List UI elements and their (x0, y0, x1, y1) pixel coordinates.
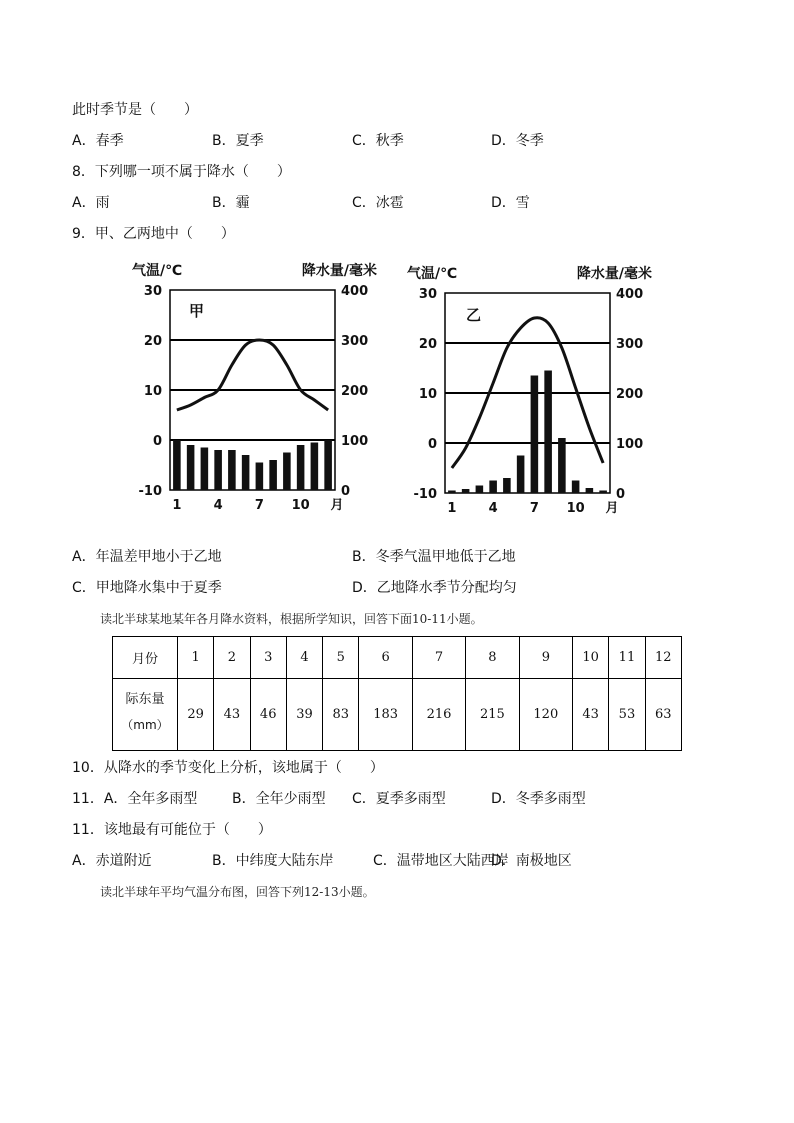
table-cell-rainfall: 216 (412, 679, 465, 751)
temperature-axis-label: 气温/℃ (407, 266, 458, 282)
table-cell-month: 12 (645, 637, 681, 679)
table-cell-rainfall: 43 (214, 679, 250, 751)
question-9-stem: 9．甲、乙两地中（ ） (72, 226, 235, 242)
precipitation-bar (476, 486, 484, 494)
month-tick-label: 4 (213, 498, 223, 513)
precipitation-tick-label: 300 (616, 337, 644, 352)
precipitation-tick-label: 100 (341, 434, 369, 449)
month-tick-label: 1 (172, 498, 182, 513)
table-cell-rainfall: 39 (286, 679, 322, 751)
question-10-stem: 10．从降水的季节变化上分析，该地属于（ ） (72, 760, 384, 776)
table-cell-rainfall: 29 (178, 679, 214, 751)
temperature-axis-label: 气温/℃ (132, 263, 183, 279)
precipitation-bar (256, 463, 264, 491)
month-tick-label: 10 (291, 498, 310, 513)
option-a[interactable]: A．雨 (72, 195, 110, 211)
temperature-tick-label: 20 (418, 337, 437, 352)
precipitation-tick-label: 400 (341, 284, 369, 299)
option-b[interactable]: B．夏季 (212, 133, 264, 149)
precipitation-tick-label: 200 (341, 384, 369, 399)
option-b[interactable]: B．全年少雨型 (232, 791, 326, 807)
table-cell-month: 3 (250, 637, 286, 679)
table-cell-month: 8 (466, 637, 519, 679)
question-season-stem: 此时季节是（ ） (72, 102, 198, 118)
precipitation-bar (242, 455, 250, 490)
rainfall-table (112, 636, 682, 751)
precipitation-bar (448, 491, 456, 494)
climate-chart-jia (125, 255, 385, 525)
instruction-note: 读北半球某地某年各月降水资料，根据所学知识，回答下面10-11小题。 (100, 612, 483, 626)
option-b[interactable]: B．中纬度大陆东岸 (212, 853, 334, 869)
month-tick-label: 月 (330, 498, 344, 513)
precipitation-bar (489, 481, 497, 494)
table-cell-rainfall: 83 (323, 679, 359, 751)
table-header-rainfall (113, 679, 178, 751)
precipitation-tick-label: 0 (341, 484, 351, 499)
month-tick-label: 4 (488, 501, 498, 516)
precipitation-axis-label: 降水量/毫米 (301, 263, 377, 279)
temperature-tick-label: 0 (427, 437, 437, 452)
option-c[interactable]: C．秋季 (352, 133, 404, 149)
option-c[interactable]: C．温带地区大陆西岸 (373, 853, 509, 869)
precipitation-tick-label: 0 (616, 487, 626, 502)
precipitation-tick-label: 300 (341, 334, 369, 349)
table-cell-rainfall: 43 (573, 679, 609, 751)
precipitation-bar (228, 450, 236, 490)
table-cell-month: 11 (609, 637, 645, 679)
precipitation-bar (531, 376, 539, 494)
month-tick-label: 10 (566, 501, 585, 516)
table-cell-month: 2 (214, 637, 250, 679)
month-tick-label: 1 (447, 501, 457, 516)
option-d[interactable]: D．南极地区 (491, 853, 572, 869)
table-cell-rainfall: 46 (250, 679, 286, 751)
precipitation-bar (297, 445, 305, 490)
precipitation-bar (324, 440, 332, 490)
precipitation-tick-label: 200 (616, 387, 644, 402)
option-a[interactable]: A．年温差甲地小于乙地 (72, 549, 222, 565)
precipitation-bar (201, 448, 209, 491)
option-d[interactable]: D．冬季多雨型 (491, 791, 586, 807)
month-tick-label: 7 (254, 498, 264, 513)
month-tick-label: 月 (605, 501, 619, 516)
rainfall-label: 际东量 (125, 691, 165, 707)
table-cell-month: 1 (178, 637, 214, 679)
precipitation-bar (462, 489, 470, 493)
rainfall-unit: （mm） (121, 717, 169, 732)
option-d[interactable]: D．乙地降水季节分配均匀 (352, 580, 517, 596)
table-cell-month: 10 (573, 637, 609, 679)
option-d[interactable]: D．雪 (491, 195, 530, 211)
table-cell-month: 4 (286, 637, 322, 679)
precipitation-bar (214, 450, 222, 490)
precipitation-bar (187, 445, 195, 490)
month-tick-label: 7 (529, 501, 539, 516)
table-cell-rainfall: 120 (519, 679, 572, 751)
temperature-tick-label: 10 (143, 384, 162, 399)
precipitation-bar (544, 371, 552, 494)
precipitation-bar (269, 460, 277, 490)
option-a[interactable]: 11．A．全年多雨型 (72, 791, 198, 807)
option-c[interactable]: C．甲地降水集中于夏季 (72, 580, 222, 596)
table-cell-rainfall: 215 (466, 679, 519, 751)
precipitation-bar (173, 440, 181, 490)
precipitation-bar (558, 438, 566, 493)
temperature-tick-label: 30 (143, 284, 162, 299)
option-b[interactable]: B．冬季气温甲地低于乙地 (352, 549, 516, 565)
precipitation-bar (311, 443, 319, 491)
temperature-tick-label: 0 (152, 434, 162, 449)
precipitation-bar (586, 488, 594, 493)
precipitation-bar (572, 481, 580, 494)
precipitation-axis-label: 降水量/毫米 (576, 266, 652, 282)
climate-chart-yi (400, 258, 665, 528)
option-d[interactable]: D．冬季 (491, 133, 544, 149)
option-b[interactable]: B．霾 (212, 195, 250, 211)
temperature-tick-label: -10 (138, 484, 162, 499)
chart-title: 乙 (466, 306, 482, 324)
temperature-tick-label: -10 (413, 487, 437, 502)
question-11-stem: 11．该地最有可能位于（ ） (72, 822, 272, 838)
table-cell-rainfall: 53 (609, 679, 645, 751)
precipitation-bar (599, 491, 607, 494)
table-cell-rainfall: 183 (359, 679, 412, 751)
precipitation-tick-label: 400 (616, 287, 644, 302)
table-cell-month: 5 (323, 637, 359, 679)
option-a[interactable]: A．春季 (72, 133, 124, 149)
temperature-curve (177, 340, 328, 410)
table-cell-month: 9 (519, 637, 572, 679)
option-c[interactable]: C．冰雹 (352, 195, 404, 211)
temperature-tick-label: 10 (418, 387, 437, 402)
option-a[interactable]: A．赤道附近 (72, 853, 152, 869)
precipitation-bar (517, 456, 525, 494)
table-cell-rainfall: 63 (645, 679, 681, 751)
temperature-tick-label: 20 (143, 334, 162, 349)
precipitation-bar (283, 453, 291, 491)
precipitation-bar (503, 478, 511, 493)
temperature-tick-label: 30 (418, 287, 437, 302)
instruction-note: 读北半球年平均气温分布图，回答下列12-13小题。 (100, 885, 375, 899)
table-cell-month: 7 (412, 637, 465, 679)
table-cell-month: 6 (359, 637, 412, 679)
chart-title: 甲 (189, 302, 205, 320)
table-header-month: 月份 (113, 637, 178, 679)
precipitation-tick-label: 100 (616, 437, 644, 452)
question-8-stem: 8．下列哪一项不属于降水（ ） (72, 164, 291, 180)
option-c[interactable]: C．夏季多雨型 (352, 791, 446, 807)
